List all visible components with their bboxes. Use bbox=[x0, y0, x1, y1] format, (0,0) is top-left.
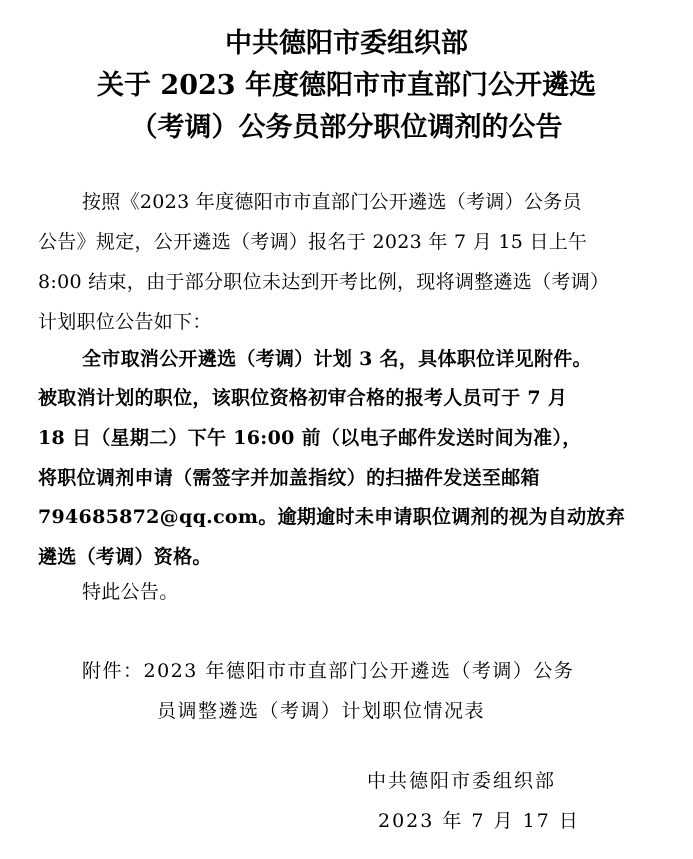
attachment-line-1: 附件：2023 年德阳市市直部门公开遴选（考调）公务 bbox=[82, 660, 575, 682]
notice-title-line-2: 关于 2023 年度德阳市市直部门公开遴选 bbox=[97, 70, 596, 101]
closing-text: 特此公告。 bbox=[82, 581, 179, 603]
bold-paragraph-line-3: 18 日（星期二）下午 16:00 前（以电子邮件发送时间为准）， bbox=[38, 427, 582, 449]
body-paragraph-1-line-1: 按照《2023 年度德阳市市直部门公开遴选（考调）公务员 bbox=[82, 191, 582, 213]
notice-title-line-3: （考调）公务员部分职位调剂的公告 bbox=[130, 112, 563, 143]
bold-paragraph-line-4: 将职位调剂申请（需签字并加盖指纹）的扫描件发送至邮箱 bbox=[38, 467, 540, 489]
signature-date: 2023 年 7 月 17 日 bbox=[378, 810, 580, 832]
bold-paragraph-line-1: 全市取消公开遴选（考调）计划 3 名，具体职位详见附件。 bbox=[82, 348, 592, 370]
body-paragraph-1-line-4: 计划职位公告如下： bbox=[38, 311, 212, 333]
bold-paragraph-line-5-email: 794685872@qq.com。逾期逾时未申请职位调剂的视为自动放弃 bbox=[38, 506, 626, 528]
notice-title-line-1: 中共德阳市委组织部 bbox=[225, 28, 468, 59]
bold-paragraph-line-2: 被取消计划的职位，该职位资格初审合格的报考人员可于 7 月 bbox=[38, 387, 568, 409]
bold-paragraph-line-6: 遴选（考调）资格。 bbox=[38, 546, 212, 568]
body-paragraph-1-line-3: 8:00 结束，由于部分职位未达到开考比例，现将调整遴选（考调） bbox=[38, 271, 610, 293]
signature-organization: 中共德阳市委组织部 bbox=[367, 770, 557, 792]
attachment-line-2: 员调整遴选（考调）计划职位情况表 bbox=[157, 700, 486, 722]
body-paragraph-1-line-2: 公告》规定，公开遴选（考调）报名于 2023 年 7 月 15 日上午 bbox=[38, 231, 588, 253]
